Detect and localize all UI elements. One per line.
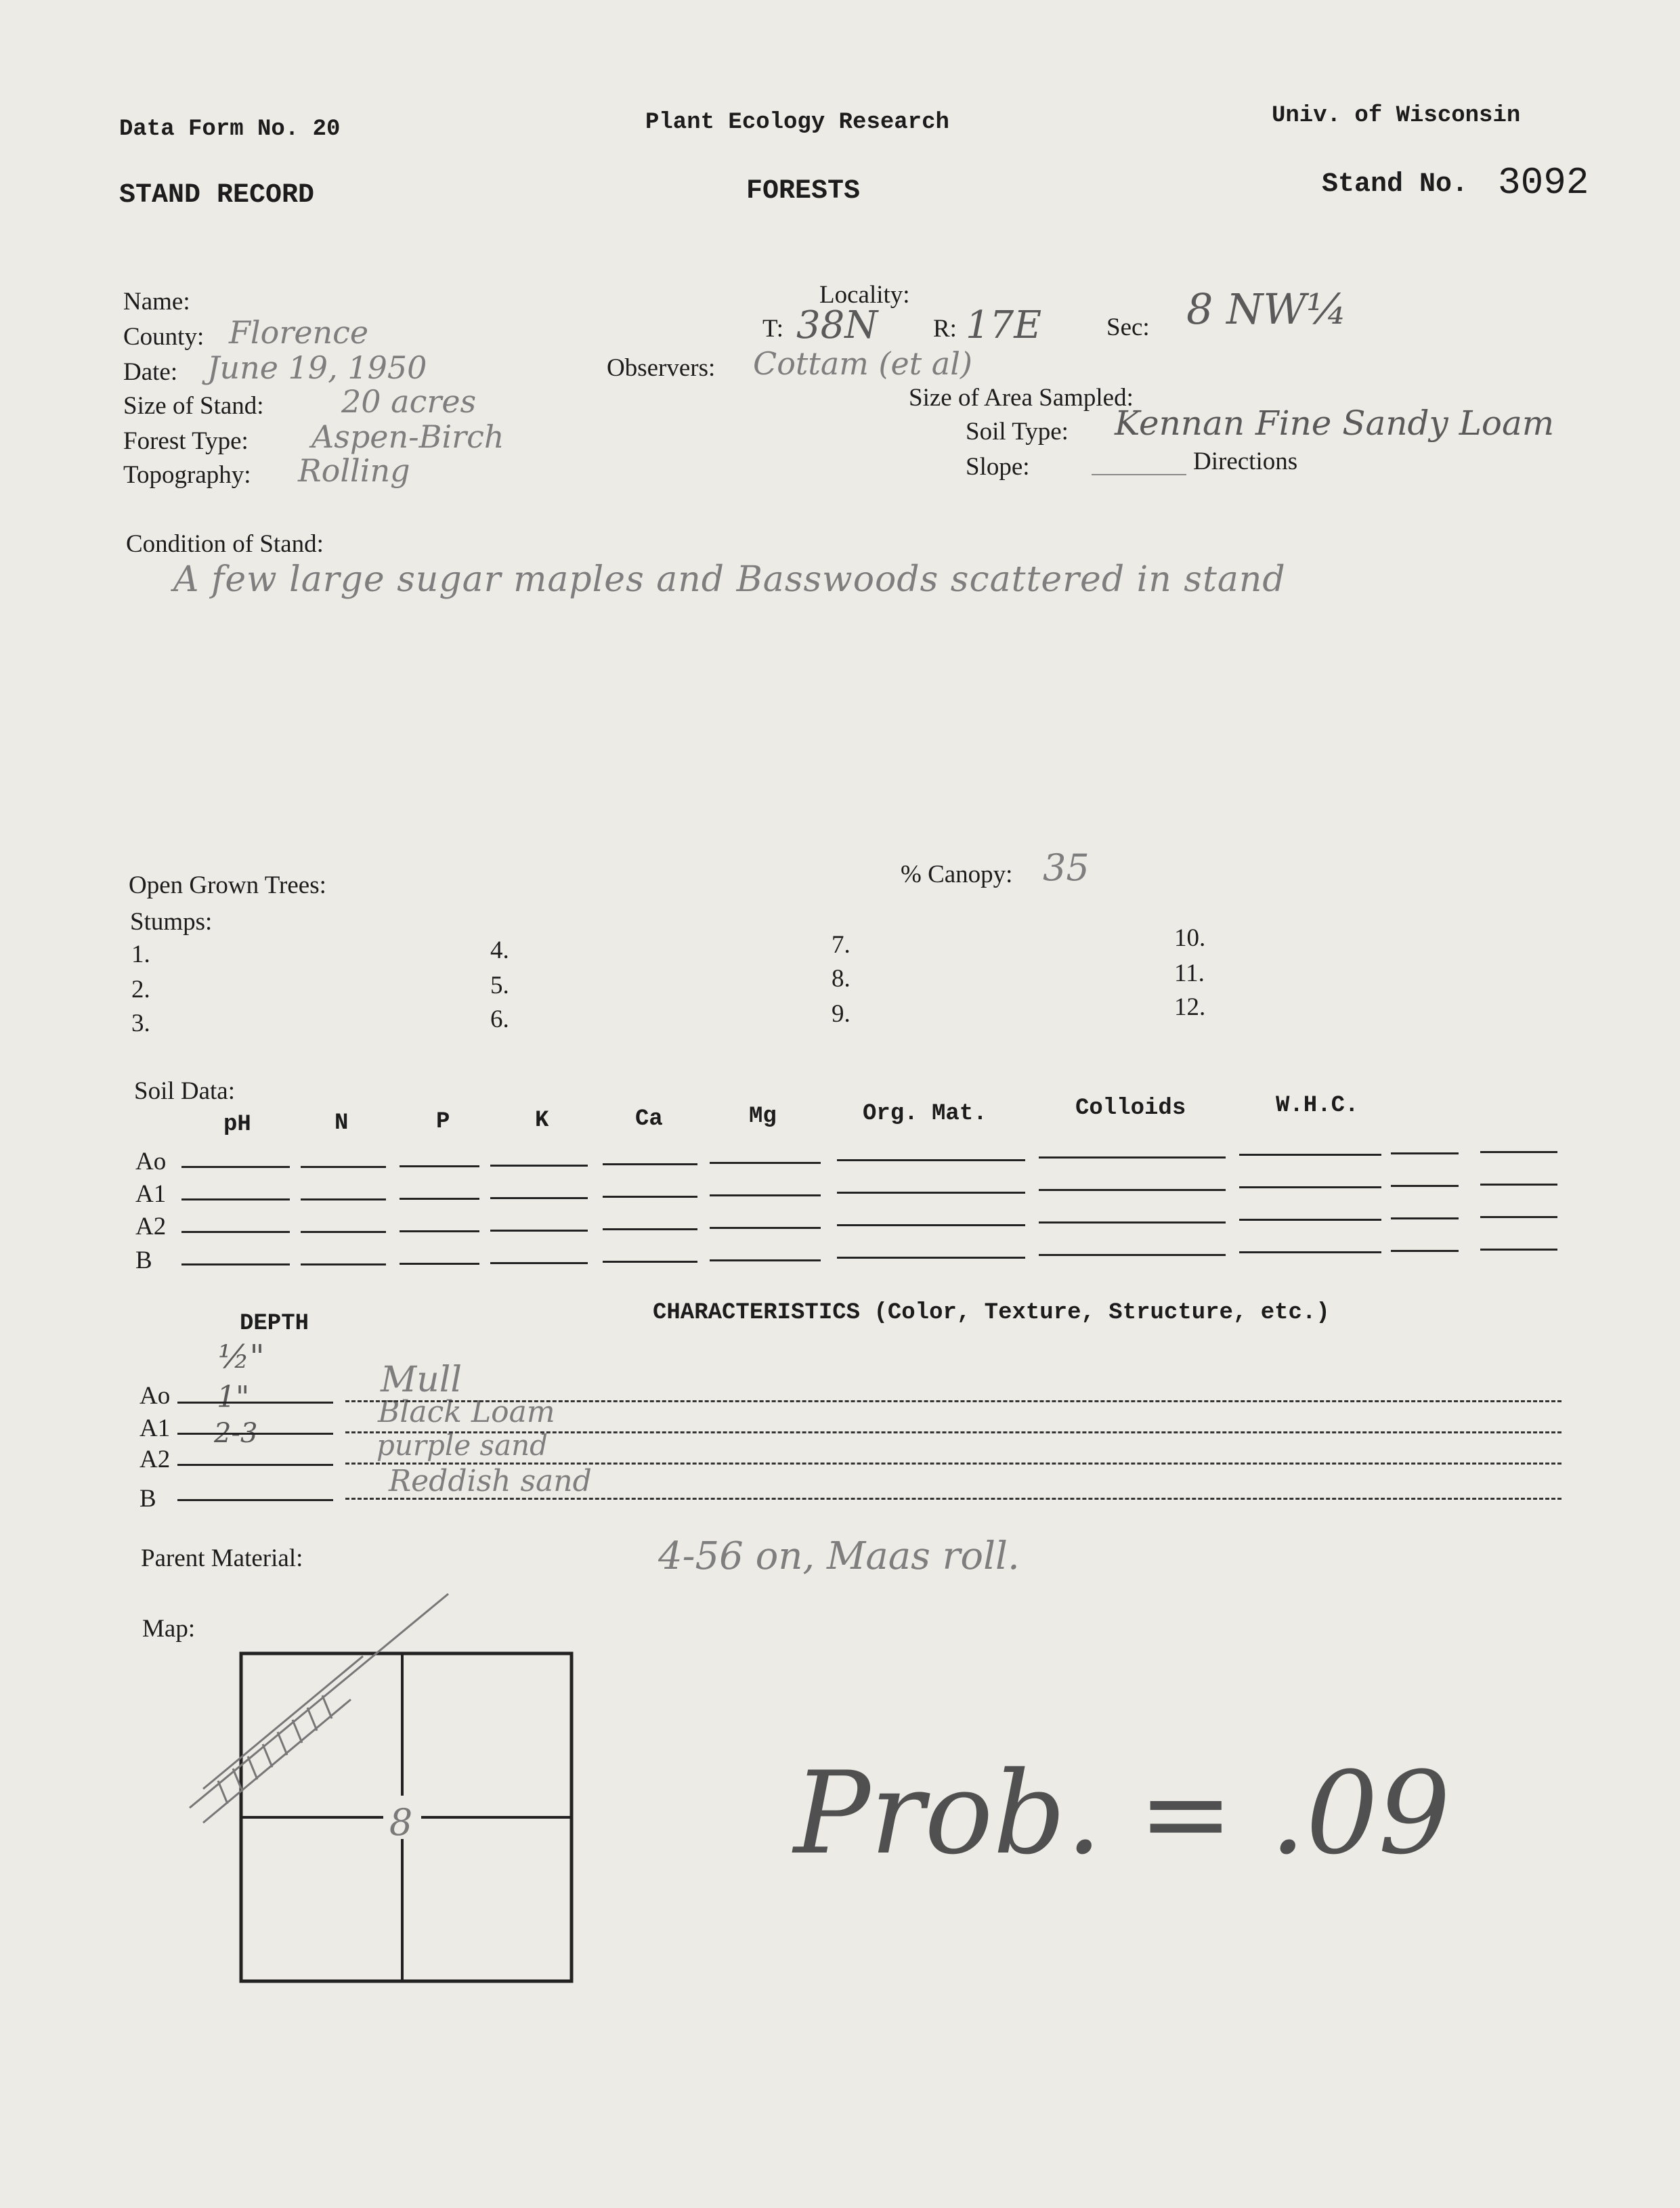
col-colloids: Colloids [1075, 1096, 1186, 1121]
stump-10: 10. [1174, 924, 1206, 952]
col-ph: pH [223, 1112, 251, 1138]
profile-row-ao: Ao [139, 1382, 171, 1410]
canopy-label: % Canopy: [901, 861, 1013, 888]
township-label: T: [762, 315, 784, 343]
forest-type-value: Aspen-Birch [311, 418, 504, 455]
county-value: Florence [229, 314, 369, 351]
col-ca: Ca [635, 1106, 663, 1132]
map-label: Map: [142, 1615, 196, 1643]
category: FORESTS [746, 176, 861, 207]
slope-label: Slope: [966, 453, 1030, 481]
size-label: Size of Stand: [123, 392, 264, 420]
depth-a1: 1" [217, 1380, 250, 1414]
stump-5: 5. [490, 972, 509, 999]
soil-type-value: Kennan Fine Sandy Loam [1115, 404, 1555, 443]
stump-3: 3. [131, 1010, 150, 1037]
range-label: R: [933, 315, 957, 343]
stump-12: 12. [1174, 993, 1206, 1021]
depth-ao: ½" [218, 1338, 265, 1376]
area-sampled-label: Size of Area Sampled: [909, 384, 1134, 412]
col-org-mat: Org. Mat. [863, 1101, 987, 1127]
stump-6: 6. [490, 1005, 509, 1033]
profile-row-b: B [139, 1485, 156, 1513]
col-n: N [335, 1110, 349, 1136]
condition-value: A few large sugar maples and Basswoods scattered in stand [173, 559, 1286, 600]
range-value: 17E [966, 303, 1042, 347]
date-label: Date: [123, 358, 178, 386]
stump-7: 7. [832, 931, 850, 959]
condition-label: Condition of Stand: [126, 530, 324, 558]
canopy-value: 35 [1043, 846, 1090, 889]
characteristics-a1: Black Loam [378, 1395, 555, 1429]
stump-8: 8. [832, 965, 850, 993]
stump-9: 9. [832, 1000, 850, 1028]
stand-number-label: Stand No. [1322, 169, 1469, 200]
probability-annotation: Prob. = .09 [794, 1747, 1451, 1880]
soil-row-ao: Ao [135, 1148, 167, 1175]
forest-type-label: Forest Type: [123, 427, 249, 455]
directions-label: Directions [1193, 448, 1298, 475]
map-section-number: 8 [389, 1801, 413, 1844]
stump-11: 11. [1174, 959, 1205, 987]
soil-type-label: Soil Type: [966, 418, 1069, 446]
soil-data-label: Soil Data: [134, 1077, 236, 1105]
locality-label: Locality: [819, 281, 910, 309]
depth-a2: 2-3 [214, 1418, 258, 1449]
soil-row-b: B [135, 1247, 152, 1274]
size-value: 20 acres [341, 383, 477, 420]
topography-value: Rolling [298, 452, 410, 489]
stump-1: 1. [131, 940, 150, 968]
record-type: STAND RECORD [119, 180, 315, 211]
parent-material-label: Parent Material: [141, 1544, 303, 1572]
characteristics-ao: Mull [381, 1360, 462, 1400]
section-value: 8 NW¼ [1186, 284, 1348, 334]
stumps-label: Stumps: [130, 908, 213, 936]
parent-material-value: 4-56 on, Maas roll. [658, 1534, 1020, 1578]
section-map [183, 1578, 589, 1997]
slope-blank [1092, 474, 1186, 475]
stand-number-value: 3092 [1498, 161, 1589, 204]
organization: Plant Ecology Research [645, 110, 949, 135]
col-p: P [436, 1109, 450, 1135]
township-value: 38N [796, 303, 878, 347]
form-number: Data Form No. 20 [119, 116, 341, 142]
open-grown-trees-label: Open Grown Trees: [129, 871, 326, 899]
university: Univ. of Wisconsin [1272, 103, 1521, 129]
county-label: County: [123, 323, 204, 351]
profile-row-a2: A2 [139, 1446, 171, 1473]
observers-value: Cottam (et al) [753, 345, 972, 382]
col-whc: W.H.C. [1276, 1093, 1359, 1119]
section-label: Sec: [1106, 313, 1150, 341]
soil-row-a2: A2 [135, 1213, 167, 1240]
col-k: K [535, 1108, 549, 1133]
characteristics-label: CHARACTERISTICS (Color, Texture, Structure, etc.) [653, 1300, 1330, 1326]
col-mg: Mg [749, 1104, 777, 1129]
soil-row-a1: A1 [135, 1180, 167, 1208]
stump-2: 2. [131, 976, 150, 1003]
name-label: Name: [123, 288, 190, 316]
date-value: June 19, 1950 [207, 349, 427, 386]
stump-4: 4. [490, 936, 509, 964]
characteristics-a2: purple sand [376, 1429, 548, 1462]
observers-label: Observers: [607, 354, 716, 382]
profile-row-a1: A1 [139, 1414, 171, 1442]
characteristics-b: Reddish sand [389, 1464, 592, 1498]
topography-label: Topography: [123, 461, 251, 489]
depth-label: DEPTH [240, 1311, 309, 1337]
